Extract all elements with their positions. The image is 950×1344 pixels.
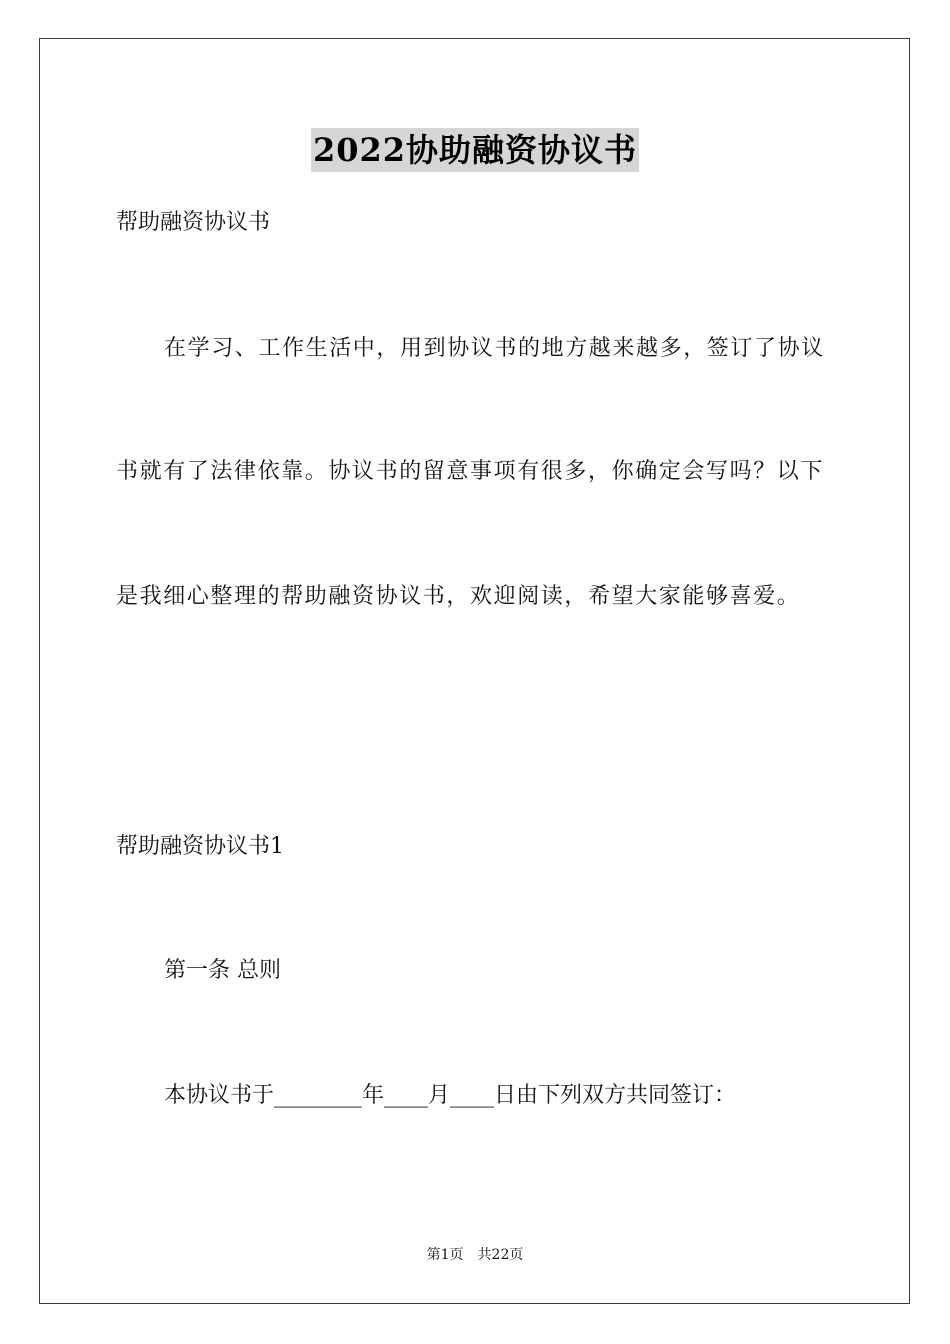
intro-line-2: 书就有了法律依靠。协议书的留意事项有很多，你确定会写吗？以下 bbox=[116, 459, 825, 484]
article-heading: 第一条 总则 bbox=[164, 958, 281, 983]
page-footer: 第1页 共22页 bbox=[426, 1247, 524, 1263]
intro-line-1: 在学习、工作生活中，用到协议书的地方越来越多，签订了协议 bbox=[164, 336, 825, 361]
section-heading: 帮助融资协议书1 bbox=[116, 834, 284, 859]
document-subtitle: 帮助融资协议书 bbox=[116, 210, 271, 235]
signing-line: 本协议书于________年____月____日由下列双方共同签订： bbox=[164, 1083, 737, 1108]
intro-line-3: 是我细心整理的帮助融资协议书，欢迎阅读，希望大家能够喜爱。 bbox=[116, 584, 801, 609]
document-title bbox=[0, 128, 950, 179]
document-title-text: 2022协助融资协议书 bbox=[311, 128, 639, 172]
